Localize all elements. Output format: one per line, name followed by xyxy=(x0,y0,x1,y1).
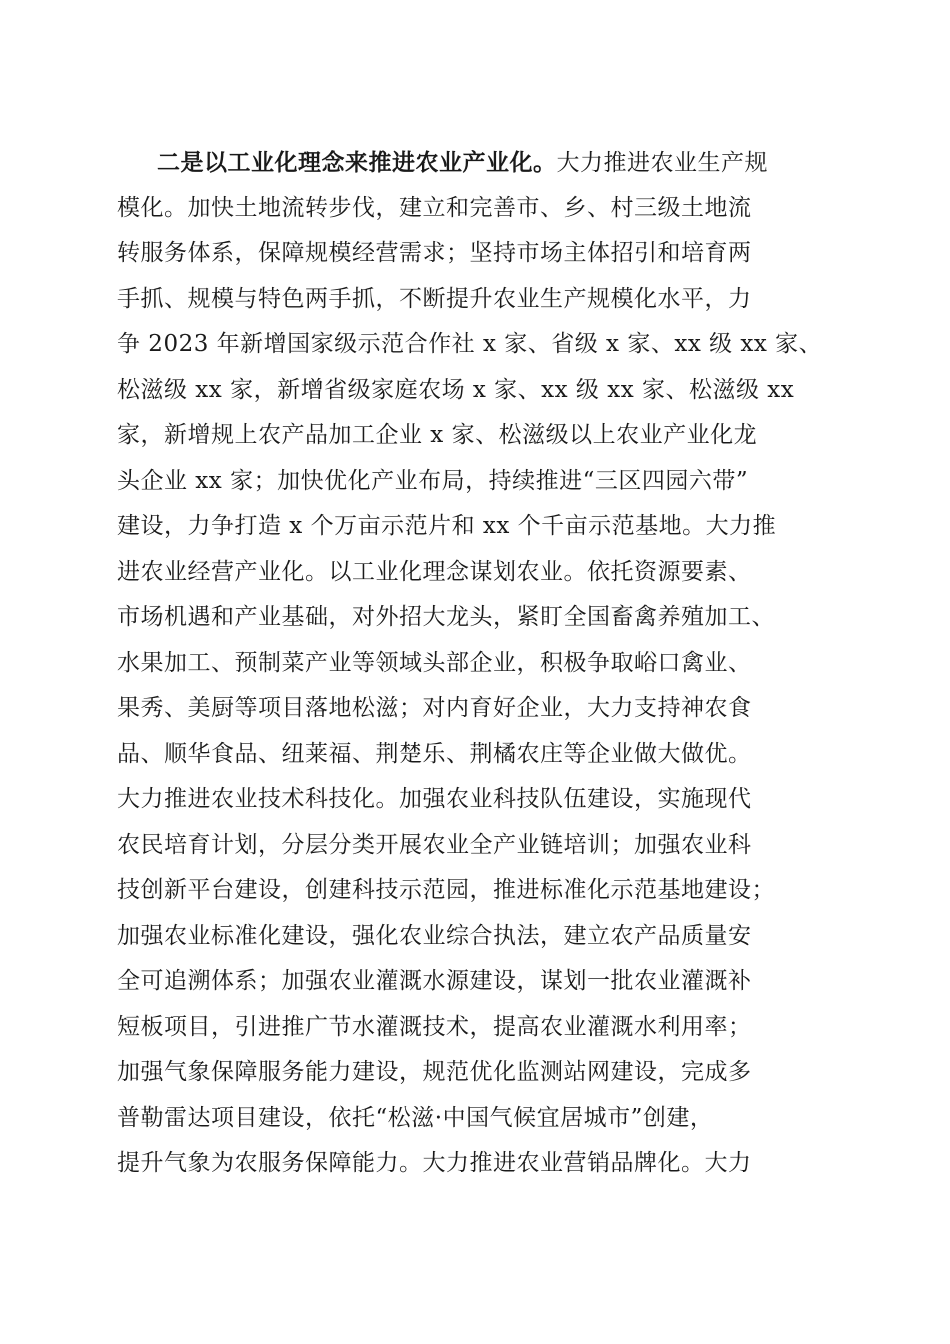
paragraph-line-17: 技创新平台建设，创建科技示范园，推进标准化示范基地建设； xyxy=(117,877,775,903)
paragraph-line-22: 普勒雷达项目建设，依托“松滋·中国气候宜居城市”创建， xyxy=(117,1104,714,1131)
paragraph-line-13: 果秀、美厨等项目落地松滋；对内育好企业，大力支持神农食 xyxy=(117,695,752,721)
paragraph-line-5: 争 2023 年新增国家级示范合作社 x 家、省级 x 家、xx 级 xx 家、 xyxy=(117,331,823,357)
paragraph-line-8: 头企业 xx 家；加快优化产业布局，持续推进“三区四园六带” xyxy=(117,467,749,494)
paragraph-line-19: 全可追溯体系；加强农业灌溉水源建设，谋划一批农业灌溉补 xyxy=(117,968,752,994)
paragraph-line-9: 建设，力争打造 x 个万亩示范片和 xx 个千亩示范基地。大力推 xyxy=(117,513,777,539)
paragraph-line-11: 市场机遇和产业基础，对外招大龙头，紧盯全国畜禽养殖加工、 xyxy=(117,604,775,630)
body-paragraph xyxy=(117,140,837,1187)
paragraph-line-1 xyxy=(117,140,837,186)
paragraph-line-4: 手抓、规模与特色两手抓，不断提升农业生产规模化水平，力 xyxy=(117,285,752,312)
paragraph-line-14: 品、顺华食品、纽莱福、荆楚乐、荆橘农庄等企业做大做优。 xyxy=(117,740,752,767)
paragraph-line-7: 家，新增规上农产品加工企业 x 家、松滋级以上农业产业化龙 xyxy=(117,422,758,448)
paragraph-line-3: 转服务体系，保障规模经营需求；坚持市场主体招引和培育两 xyxy=(117,240,752,266)
paragraph-line-18: 加强农业标准化建设，强化农业综合执法，建立农产品质量安 xyxy=(117,922,752,949)
paragraph-line-20: 短板项目，引进推广节水灌溉技术，提高农业灌溉水利用率； xyxy=(117,1013,752,1040)
paragraph-line-text: 大力推进农业生产规 xyxy=(556,150,768,176)
paragraph-line-16: 农民培育计划，分层分类开展农业全产业链培训；加强农业科 xyxy=(117,831,752,858)
paragraph-line-2: 模化。加快土地流转步伐，建立和完善市、乡、村三级土地流 xyxy=(117,194,752,221)
section-heading: 二是以工业化理念来推进农业产业化。 xyxy=(157,149,557,176)
paragraph-line-12: 水果加工、预制菜产业等领域头部企业，积极争取峪口禽业、 xyxy=(117,649,752,676)
paragraph-line-23: 提升气象为农服务保障能力。大力推进农业营销品牌化。大力 xyxy=(117,1150,752,1176)
paragraph-line-15: 大力推进农业技术科技化。加强农业科技队伍建设，实施现代 xyxy=(117,786,752,812)
paragraph-line-21: 加强气象保障服务能力建设，规范优化监测站网建设，完成多 xyxy=(117,1059,752,1085)
paragraph-line-10: 进农业经营产业化。以工业化理念谋划农业。依托资源要素、 xyxy=(117,558,752,585)
paragraph-line-6: 松滋级 xx 家，新增省级家庭农场 x 家、xx 级 xx 家、松滋级 xx xyxy=(117,376,795,403)
